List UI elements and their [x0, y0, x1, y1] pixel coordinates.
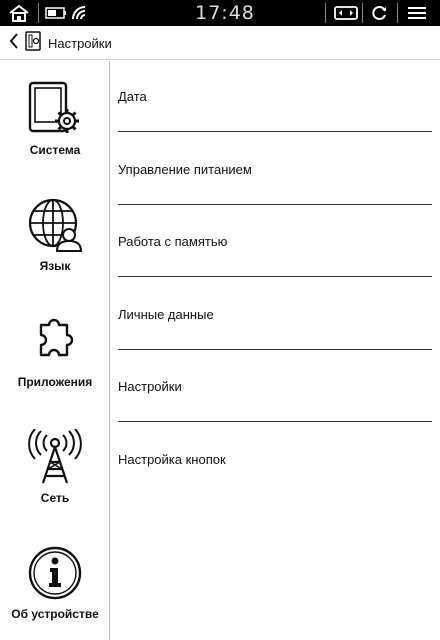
sidebar: [0, 61, 110, 640]
sidebar-item-applications[interactable]: [0, 313, 110, 389]
list-item-memory[interactable]: [118, 206, 432, 279]
sidebar-item-system[interactable]: [0, 81, 110, 157]
info-icon: [27, 545, 83, 601]
sidebar-item-about[interactable]: [0, 545, 110, 621]
rotate-icon[interactable]: [333, 0, 359, 26]
battery-icon: [44, 0, 68, 26]
chevron-left-icon: [8, 32, 20, 55]
status-separator: [362, 3, 363, 23]
list-item-label: Личные данные: [118, 306, 214, 322]
divider: [118, 131, 432, 132]
status-separator: [38, 3, 39, 23]
divider: [118, 349, 432, 350]
list-item-date[interactable]: [118, 61, 432, 134]
list-item-button-config[interactable]: [118, 424, 432, 497]
list-item-label: Работа с памятью: [118, 234, 228, 249]
home-icon[interactable]: [6, 0, 32, 26]
list-item-settings[interactable]: [118, 351, 432, 424]
settings-app-icon: [23, 31, 43, 56]
system-tablet-gear-icon: [27, 81, 83, 137]
sidebar-item-network[interactable]: [0, 429, 110, 505]
list-item-label: Дата: [118, 89, 147, 104]
divider: [118, 276, 432, 277]
list-item-personal-data[interactable]: [118, 279, 432, 352]
list-item-power-management[interactable]: [118, 134, 432, 207]
status-bar: [0, 0, 440, 26]
sidebar-item-label: Об устройстве: [11, 607, 99, 621]
sidebar-item-label: Система: [29, 143, 81, 157]
status-separator: [325, 3, 326, 23]
header-bar: [0, 26, 440, 60]
divider: [118, 204, 432, 205]
applications-puzzle-icon: [27, 313, 83, 369]
page-title: Настройки: [48, 36, 112, 51]
sidebar-item-label: Сеть: [40, 491, 70, 505]
refresh-icon[interactable]: [369, 0, 391, 26]
list-item-label: Настройка кнопок: [118, 451, 226, 467]
divider: [118, 421, 432, 422]
language-globe-icon: [27, 197, 83, 253]
back-button[interactable]: [8, 32, 48, 54]
sidebar-item-label: Язык: [39, 259, 71, 273]
list-item-label: Управление питанием: [118, 161, 252, 177]
list-item-label: Настройки: [118, 379, 182, 394]
settings-list: [118, 61, 432, 496]
menu-icon[interactable]: [404, 0, 430, 26]
network-antenna-icon: [27, 429, 83, 485]
sidebar-item-label: Приложения: [17, 375, 93, 389]
sidebar-item-language[interactable]: [0, 197, 110, 273]
status-separator: [397, 3, 398, 23]
clock: 17:48: [195, 2, 255, 24]
wifi-icon: [70, 0, 88, 26]
